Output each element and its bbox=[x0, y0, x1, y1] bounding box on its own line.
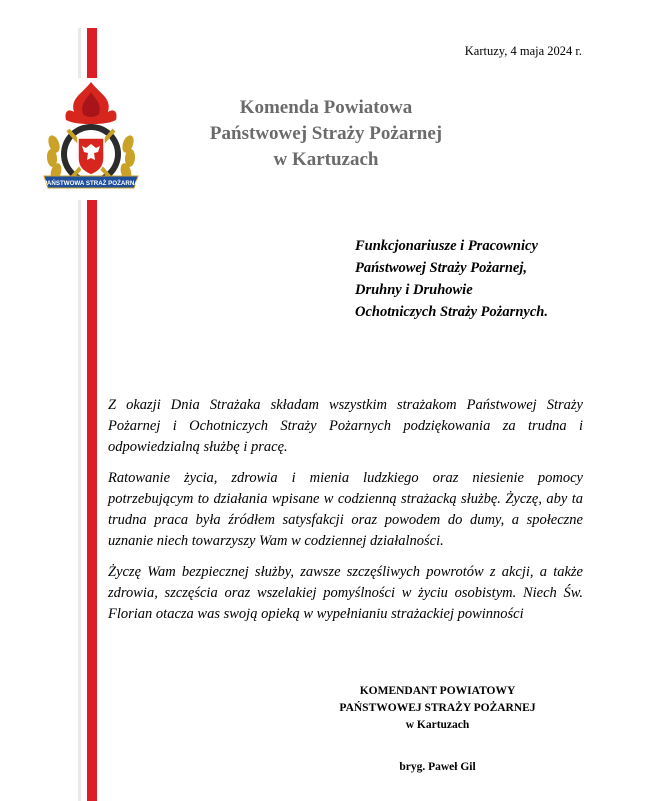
header-line-3: w Kartuzach bbox=[273, 149, 379, 170]
signature-line-3: w Kartuzach bbox=[405, 719, 470, 731]
signature-line-2: PAŃSTWOWEJ STRAŻY POŻARNEJ bbox=[339, 702, 536, 714]
signature-block bbox=[300, 683, 575, 776]
header-line-1: Komenda Powiatowa bbox=[239, 97, 413, 118]
signature-name: bryg. Paweł Gil bbox=[399, 761, 476, 773]
addressee-line-4: Ochotniczych Straży Pożarnych. bbox=[355, 304, 548, 320]
psp-emblem-icon bbox=[40, 78, 142, 200]
letter-header bbox=[170, 95, 482, 173]
addressee-block bbox=[355, 235, 548, 323]
signature-line-1: KOMENDANT POWIATOWY bbox=[359, 685, 516, 697]
psp-logo bbox=[40, 78, 142, 200]
addressee-line-1: Funkcjonariusze i Pracownicy bbox=[355, 238, 538, 254]
addressee-line-3: Druhny i Druhowie bbox=[355, 282, 473, 298]
body-paragraph-3: Życzę Wam bezpiecznej służby, zawsze szczęśliwych powrotów z akcji, a także zdrowia, szczęścia oraz wszelakiej pomyślności w życiu osobistym. Niech Św. Florian otacza was swoją opieką w wypełnianiu strażackiej powinności bbox=[108, 564, 583, 622]
logo-banner-text: PAŃSTWOWA STRAŻ POŻARNA bbox=[43, 180, 139, 187]
letter-body bbox=[108, 395, 583, 635]
header-line-2: Państwowej Straży Pożarnej bbox=[209, 123, 443, 144]
letter-date: Kartuzy, 4 maja 2024 r. bbox=[464, 44, 582, 58]
body-paragraph-1: Z okazji Dnia Strażaka składam wszystkim strażakom Państwowej Straży Pożarnej i Ochotniczych Straży Pożarnych podziękowania za trudna i odpowiedzialną służbę i pracę. bbox=[108, 397, 583, 455]
addressee-line-2: Państwowej Straży Pożarnej, bbox=[355, 260, 528, 276]
body-paragraph-2: Ratowanie życia, zdrowia i mienia ludzkiego oraz niesienie pomocy potrzebującym to działania wpisane w codzienną strażacką służbę. Życzę, aby ta trudna praca była źródłem satysfakcji oraz powodem do dumy, a społeczne uznanie niech towarzyszy Wam w codziennej działalności. bbox=[108, 470, 583, 549]
